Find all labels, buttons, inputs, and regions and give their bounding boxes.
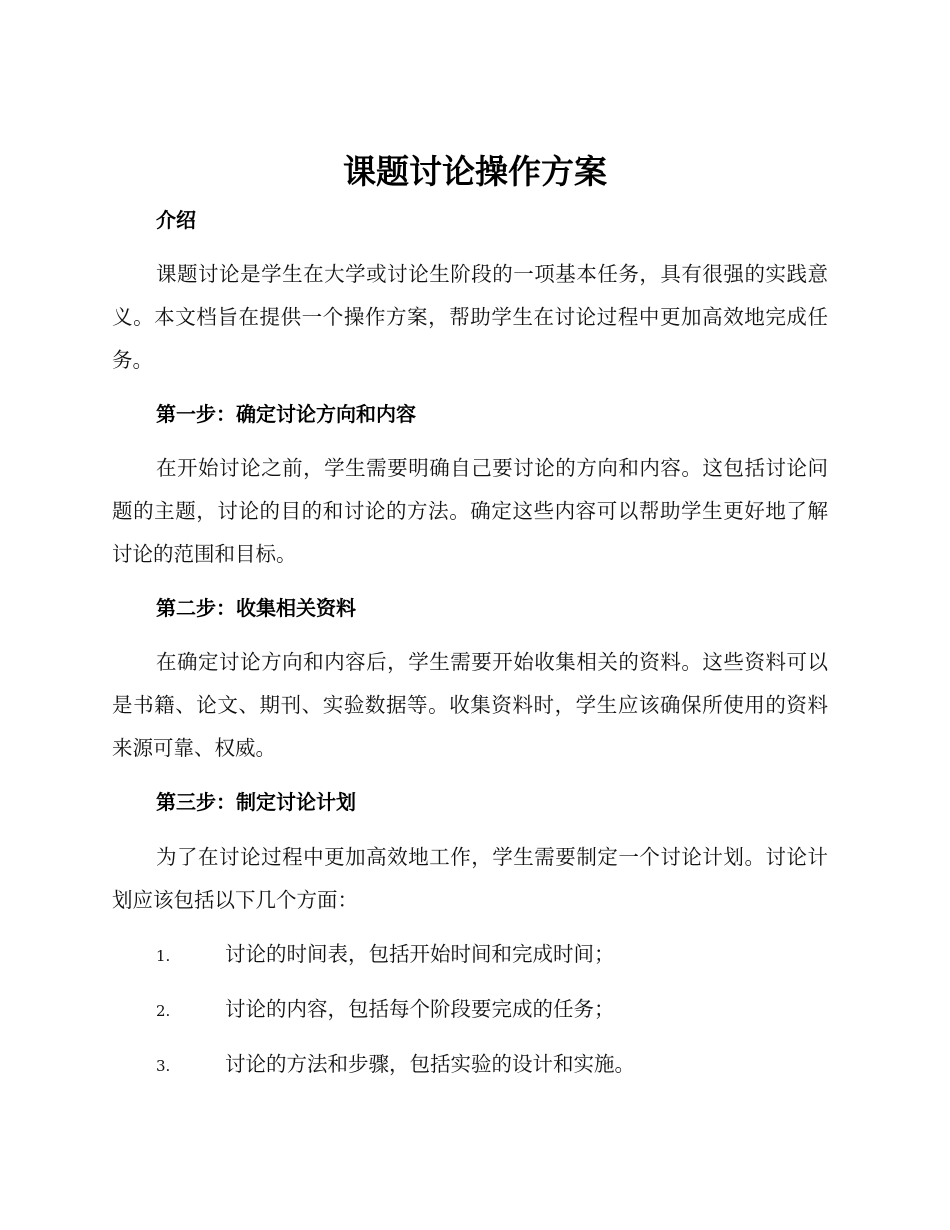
section-paragraph-step1: 在开始讨论之前，学生需要明确自己要讨论的方向和内容。这包括讨论问题的主题，讨论的目的和讨论的方法。确定这些内容可以帮助学生更好地了解讨论的范围和目标。 (112, 456, 828, 566)
list-item-number: 2. (156, 1002, 171, 1020)
list-item-number: 1. (156, 947, 171, 965)
section-heading-step2: 第二步：收集相关资料 (156, 596, 356, 620)
section-paragraph-intro: 课题讨论是学生在大学或讨论生阶段的一项基本任务，具有很强的实践意义。本文档旨在提供一个操作方案，帮助学生在讨论过程中更加高效地完成任务。 (112, 262, 828, 372)
section-heading-step1: 第一步：确定讨论方向和内容 (156, 402, 416, 426)
section-heading-step3: 第三步：制定讨论计划 (156, 790, 356, 814)
section-paragraph-step2: 在确定讨论方向和内容后，学生需要开始收集相关的资料。这些资料可以是书籍、论文、期刊、实验数据等。收集资料时，学生应该确保所使用的资料来源可靠、权威。 (112, 650, 828, 760)
list-item-text: 讨论的方法和步骤，包括实验的设计和实施。 (225, 1052, 635, 1076)
list-item-text: 讨论的内容，包括每个阶段要完成的任务； (225, 997, 615, 1021)
section-paragraph-step3: 为了在讨论过程中更加高效地工作，学生需要制定一个讨论计划。讨论计划应该包括以下几个方面： (112, 845, 828, 912)
document-title: 课题讨论操作方案 (343, 152, 607, 191)
section-heading-intro: 介绍 (156, 208, 196, 232)
list-item-number: 3. (156, 1057, 171, 1075)
list-item-text: 讨论的时间表，包括开始时间和完成时间； (225, 942, 615, 966)
